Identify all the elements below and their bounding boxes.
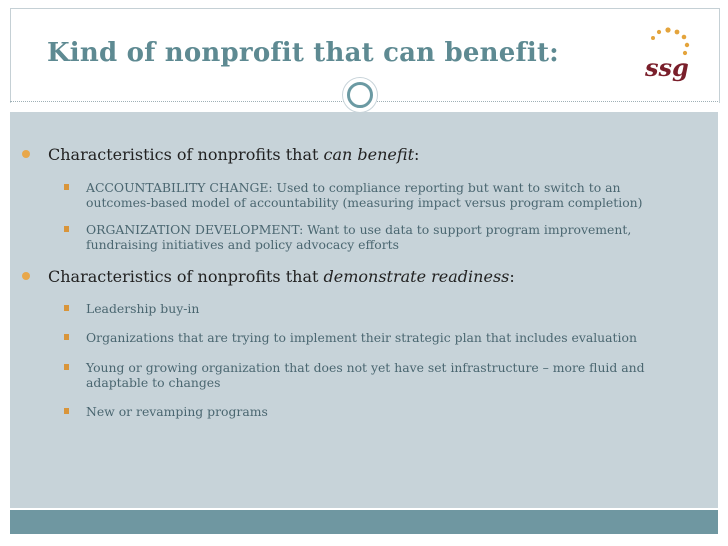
list-item: New or revamping programs xyxy=(86,404,686,419)
svg-text:ssg: ssg xyxy=(645,53,689,82)
bullet-dot-icon xyxy=(22,272,30,280)
list-item: Young or growing organization that does not yet have set infrastructure – more fluid and adaptable to changes xyxy=(86,360,686,390)
footer-bar xyxy=(10,510,718,534)
slide-title: Kind of nonprofit that can benefit: xyxy=(47,38,559,68)
list-item: ACCOUNTABILITY CHANGE: Used to compliance reporting but want to switch to an outcomes-based model of accountability (measuring impact versus program completion) xyxy=(86,180,686,210)
bullet-square-icon xyxy=(64,305,69,311)
bullet-square-icon xyxy=(64,226,69,232)
ssg-logo xyxy=(641,26,695,88)
bullet-square-icon xyxy=(64,334,69,340)
list-item: Organizations that are trying to implement their strategic plan that includes evaluation xyxy=(86,330,686,345)
bullet-dot-icon xyxy=(22,150,30,158)
section-heading-can-benefit: Characteristics of nonprofits that can benefit: xyxy=(48,145,419,164)
bullet-square-icon xyxy=(64,408,69,414)
list-item: ORGANIZATION DEVELOPMENT: Want to use data to support program improvement, fundraising initiatives and policy advocacy efforts xyxy=(86,222,686,252)
bullet-square-icon xyxy=(64,364,69,370)
bullet-square-icon xyxy=(64,184,69,190)
circle-icon xyxy=(347,82,373,108)
list-item: Leadership buy-in xyxy=(86,301,686,316)
section-heading-demonstrate-readiness: Characteristics of nonprofits that demonstrate readiness: xyxy=(48,267,515,286)
